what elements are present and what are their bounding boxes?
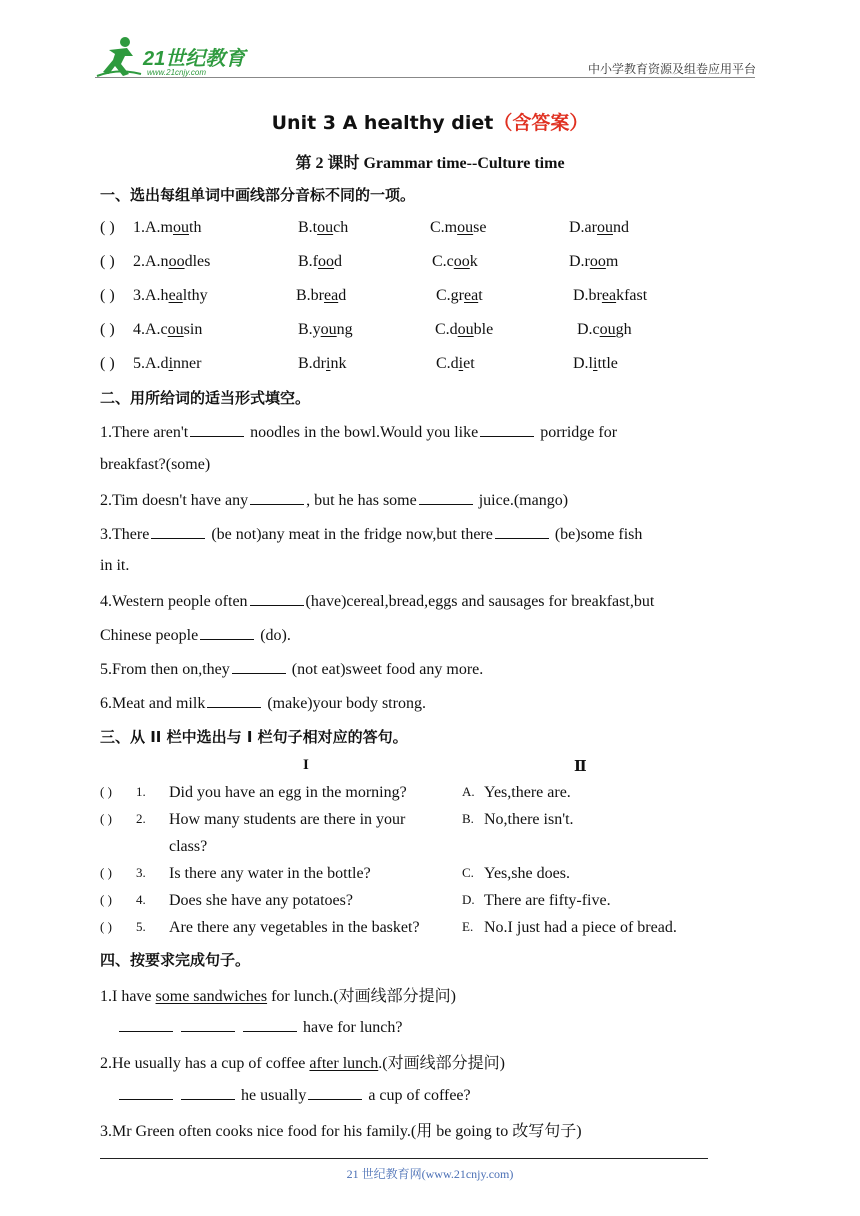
platform-name: 中小学教育资源及组卷应用平台 [587,62,756,76]
match-letter: D. [462,892,475,907]
match-question: Are there any vegetables in the basket? [169,919,420,936]
option-c: C.diet [436,355,475,372]
option-c: C.great [436,287,483,304]
s2-question-6: 6.Meat and milk (make)your body strong. [100,695,426,712]
answer-blank[interactable] [151,524,205,539]
answer-paren[interactable]: ( ) [100,784,112,799]
answer-paren[interactable]: ( ) [100,811,112,826]
runner-logo-icon [95,34,143,78]
underlined-phrase: after lunch [309,1055,379,1072]
option-b: B.bread [296,287,347,304]
match-number: 2. [136,811,146,826]
site-logo [95,34,265,78]
match-letter: C. [462,865,474,880]
answer-blank[interactable] [308,1085,362,1100]
answer-paren[interactable]: ( ) [100,892,112,907]
match-answer: No.I just had a piece of bread. [484,919,677,936]
option-a: 4.A.cousin [133,321,203,338]
option-d: D.breakfast [573,287,648,304]
match-number: 4. [136,892,146,907]
match-answer: No,there isn't. [484,811,574,828]
option-a: 5.A.dinner [133,355,202,372]
answer-blank[interactable] [119,1085,173,1100]
s4-question-2: 2.He usually has a cup of coffee after lunch.(对画线部分提问) [100,1055,505,1072]
answer-paren[interactable]: ( ) [100,219,115,236]
answer-blank[interactable] [250,490,304,505]
answer-paren[interactable]: ( ) [100,865,112,880]
column-I-header: I [303,757,309,773]
logo-url: www.21cnjy.com [147,68,206,77]
section2-heading: 二、用所给词的适当形式填空。 [100,389,311,407]
match-question: Is there any water in the bottle? [169,865,371,882]
answer-blank[interactable] [119,1017,173,1032]
header-divider [95,77,755,78]
s4-answer-1: have for lunch? [117,1017,403,1037]
answer-blank[interactable] [243,1017,297,1032]
match-number: 1. [136,784,146,799]
option-b: B.young [298,321,353,338]
match-number: 5. [136,919,146,934]
s4-answer-2: he usually a cup of coffee? [117,1085,471,1105]
lesson-subtitle: 第 2 课时 Grammar time--Culture time [295,155,565,172]
option-b: B.touch [298,219,349,236]
answer-blank[interactable] [495,524,549,539]
match-answer: Yes,there are. [484,784,571,801]
option-c: C.double [435,321,494,338]
s2-question-4: 4.Western people often (have)cereal,bread,eggs and sausages for breakfast,but [100,593,655,610]
option-d: D.room [569,253,619,270]
answer-blank[interactable] [250,591,304,606]
answer-blank[interactable] [207,693,261,708]
s2-question-5: 5.From then on,they (not eat)sweet food any more. [100,661,484,678]
page-header [95,30,760,80]
s2-question-4-cont: Chinese people (do). [100,627,291,644]
s2-question-2: 2.Tim doesn't have any , but he has some juice.(mango) [100,492,569,509]
s4-question-1: 1.I have some sandwiches for lunch.(对画线部分提问) [100,988,456,1005]
answer-blank[interactable] [232,659,286,674]
option-c: C.mouse [430,219,487,236]
section4-heading: 四、按要求完成句子。 [100,951,251,969]
title-main: Unit 3 A healthy diet [271,112,494,134]
title-answer-note: （含答案） [493,112,589,134]
match-question: How many students are there in your [169,811,406,828]
match-question-cont: class? [169,838,208,855]
answer-paren[interactable]: ( ) [100,919,112,934]
option-d: D.little [573,355,618,372]
match-question: Does she have any potatoes? [169,892,353,909]
match-answer: There are fifty-five. [484,892,611,909]
section1-heading: 一、选出每组单词中画线部分音标不同的一项。 [100,186,416,204]
s2-question-1-cont: breakfast?(some) [100,456,211,473]
option-a: 1.A.mouth [133,219,202,236]
page-title [0,108,860,135]
s2-question-3-cont: in it. [100,557,130,574]
match-answer: Yes,she does. [484,865,570,882]
match-letter: B. [462,811,474,826]
answer-paren[interactable]: ( ) [100,253,115,270]
match-letter: A. [462,784,475,799]
answer-blank[interactable] [200,625,254,640]
answer-blank[interactable] [181,1017,235,1032]
s4-question-3: 3.Mr Green often cooks nice food for his family.(用 be going to 改写句子) [100,1123,582,1140]
match-question: Did you have an egg in the morning? [169,784,407,801]
footer-divider [100,1158,708,1159]
logo-text: 21世纪教育 [143,48,246,70]
option-a: 3.A.healthy [133,287,208,304]
section3-heading: 三、从 II 栏中选出与 I 栏句子相对应的答句。 [100,728,408,746]
option-c: C.cook [432,253,478,270]
option-b: B.drink [298,355,347,372]
s2-question-3: 3.There (be not)any meat in the fridge now,but there (be)some fish [100,526,643,543]
answer-blank[interactable] [190,422,244,437]
option-d: D.cough [577,321,632,338]
underlined-phrase: some sandwiches [155,988,268,1005]
answer-blank[interactable] [480,422,534,437]
s2-question-1: 1.There aren't noodles in the bowl.Would you like porridge for [100,424,618,441]
answer-paren[interactable]: ( ) [100,355,115,372]
option-a: 2.A.noodles [133,253,211,270]
answer-blank[interactable] [181,1085,235,1100]
answer-paren[interactable]: ( ) [100,321,115,338]
page-footer: 21 世纪教育网(www.21cnjy.com) [346,1167,514,1181]
column-II-header: Ⅱ [574,759,587,775]
option-d: D.around [569,219,629,236]
option-b: B.food [298,253,342,270]
answer-paren[interactable]: ( ) [100,287,115,304]
match-letter: E. [462,919,474,934]
match-number: 3. [136,865,146,880]
answer-blank[interactable] [419,490,473,505]
